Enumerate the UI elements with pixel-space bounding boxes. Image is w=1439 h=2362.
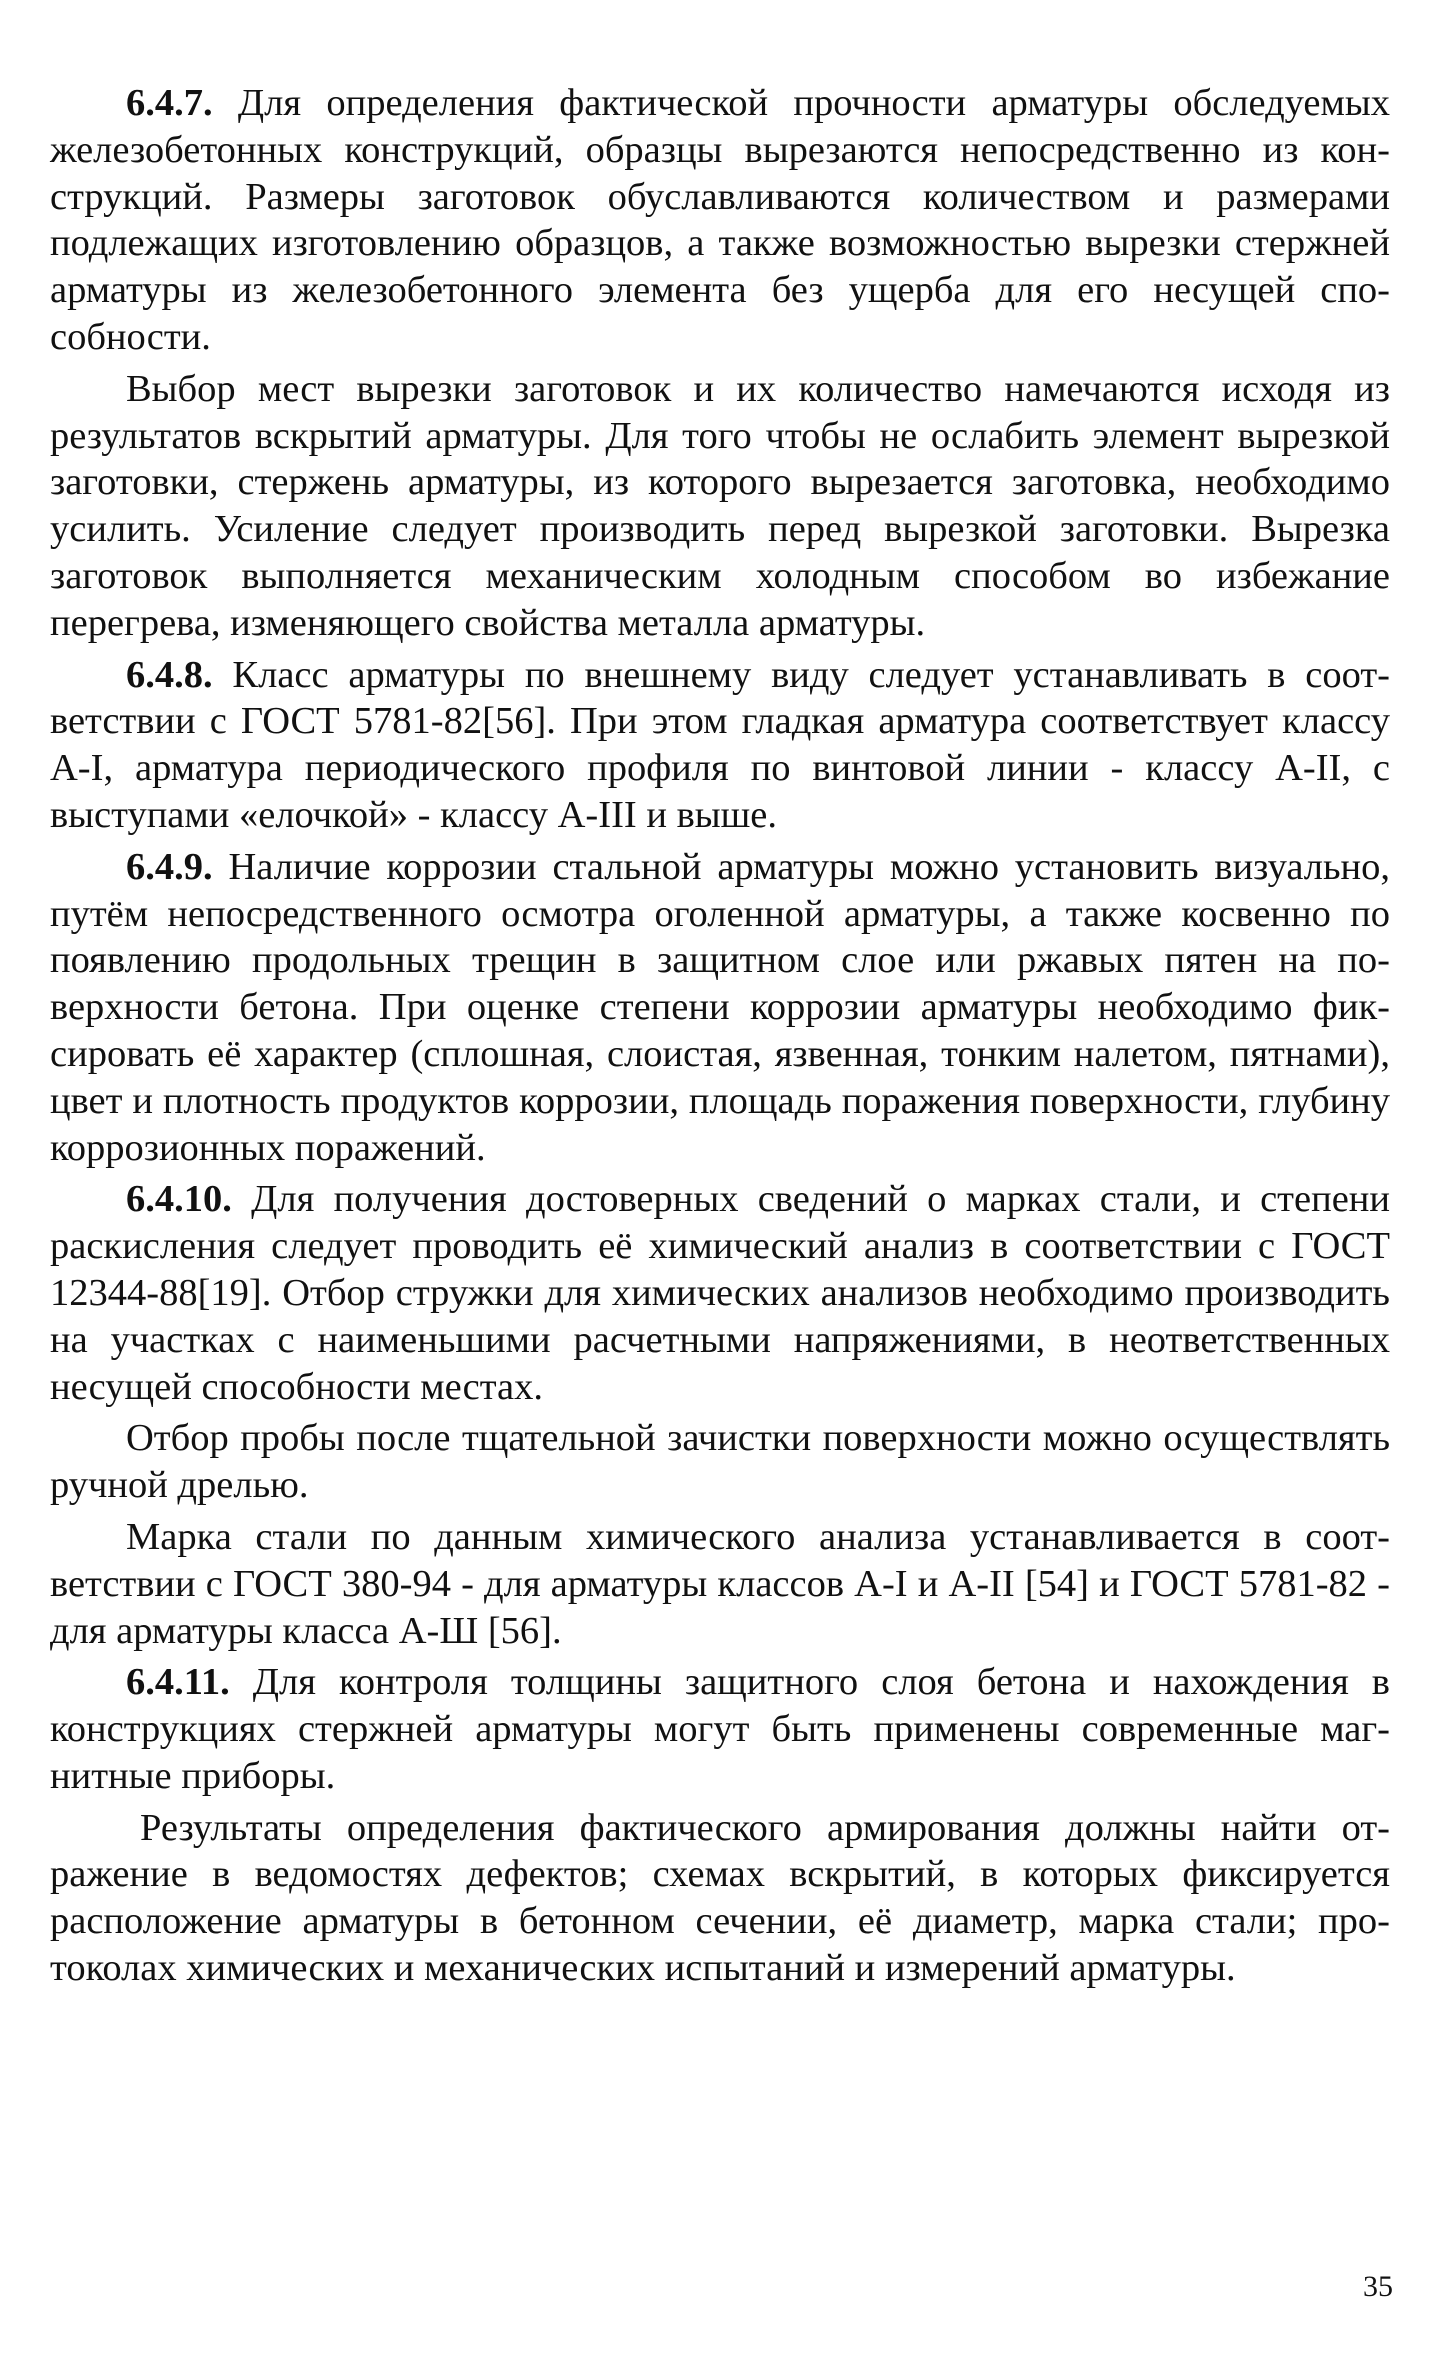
document-page <box>50 80 1390 1997</box>
paragraph-cut-locations <box>50 366 1390 647</box>
paragraph-results <box>50 1805 1390 1992</box>
paragraph-text: Результаты определения фактического армирования должны найти отражение в ведомостях дефектов; схемах вскрытий, в которых фиксируется расположение арматуры в бетонном сечении, её диаметр, марка стали; протоколах химических и механических испытаний и измерений арматуры. <box>50 1806 1390 1990</box>
paragraph-6-4-9 <box>50 844 1390 1172</box>
section-number: 6.4.11. <box>126 1661 230 1704</box>
paragraph-6-4-8 <box>50 652 1390 839</box>
section-number: 6.4.9. <box>126 845 213 888</box>
paragraph-steel-grade <box>50 1514 1390 1654</box>
paragraph-text: Класс арматуры по внешнему виду следует устанавливать в соответствии с ГОСТ 5781-82[56]. При этом гладкая арматура соответствует классу А-I, арматура периодического профиля по винтовой линии - классу А-II, с выступами «елочкой» - классу А-III и выше. <box>50 653 1390 836</box>
section-number: 6.4.7. <box>126 82 213 124</box>
paragraph-6-4-11 <box>50 1659 1390 1799</box>
paragraph-text: Отбор пробы после тщательной зачистки поверхности можно осуществлять ручной дрелью. <box>50 1417 1390 1507</box>
paragraph-6-4-10 <box>50 1176 1390 1410</box>
section-number: 6.4.8. <box>126 653 213 696</box>
page-number: 35 <box>1363 2270 1393 2303</box>
paragraph-6-4-7 <box>50 80 1390 361</box>
paragraph-text: Марка стали по данным химического анализа устанавливается в соответствии с ГОСТ 380-94 - для арматуры классов А-I и А-II [54] и ГОСТ 5781-82 - для арматуры класса А-Ш [56]. <box>50 1515 1390 1652</box>
paragraph-text: Для определения фактической прочности арматуры обследуемых железобетонных конструкций, образцы вырезаются непосредственно из конструкций. Размеры заготовок обуславливаются количеством и размерами подлежащих изготовлению образцов, а также возможностью вырезки стержней арматуры из железобетонного элемента без ущерба для его несущей способности. <box>50 82 1390 358</box>
paragraph-text: Выбор мест вырезки заготовок и их количество намечаются исходя из результатов вскрытий арматуры. Для того чтобы не ослабить элемент вырезкой заготовки, стержень арматуры, из которого вырезается заготовка, необходимо усилить. Усиление следует производить перед вырезкой заготовки. Вырезка заготовок выполняется механическим холодным способом во избежание перегрева, изменяющего свойства металла арматуры. <box>50 367 1390 644</box>
paragraph-text: Для получения достоверных сведений о марках стали, и степени раскисления следует проводить её химический анализ в соответствии с ГОСТ 12344-88[19]. Отбор стружки для химических анализов необходимо производить на участках с наименьшими расчетными напряжениями, в неответственных несущей способности местах. <box>50 1178 1390 1408</box>
paragraph-text: Для контроля толщины защитного слоя бетона и нахождения в конструкциях стержней арматуры могут быть применены современные магнитные приборы. <box>50 1661 1390 1797</box>
section-number: 6.4.10. <box>126 1178 232 1221</box>
paragraph-text: Наличие коррозии стальной арматуры можно установить визуально, путём непосредственного осмотра оголенной арматуры, а также косвенно по появлению продольных трещин в защитном слое или ржавых пятен на поверхности бетона. При оценке степени коррозии арматуры необходимо фиксировать её характер (сплошная, слоистая, язвенная, тонким налетом, пятнами), цвет и плотность продуктов коррозии, площадь поражения поверхности, глубину коррозионных поражений. <box>50 845 1390 1169</box>
paragraph-sampling <box>50 1415 1390 1509</box>
